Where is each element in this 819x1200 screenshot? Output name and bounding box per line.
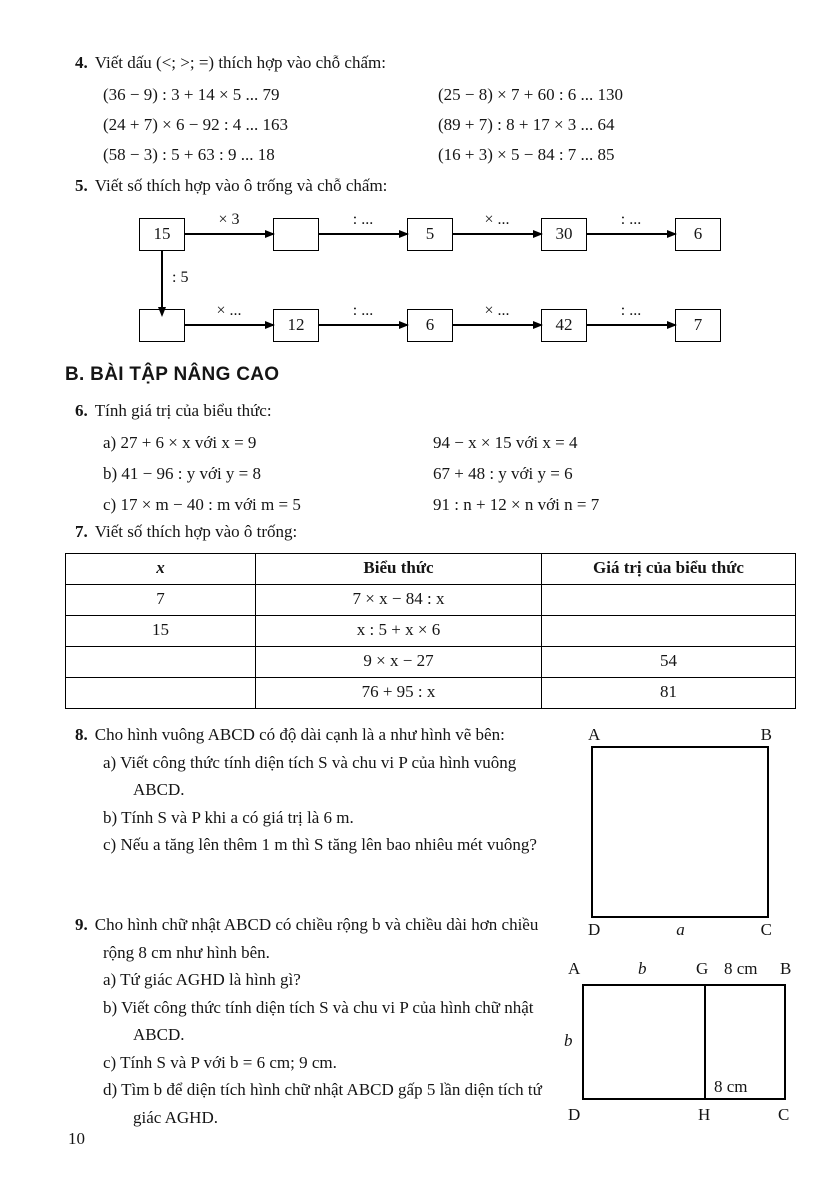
value-box: 30: [541, 218, 587, 251]
cell-value: [542, 584, 796, 615]
expression: (25 − 8) × 7 + 60 : 6 ... 130: [438, 84, 624, 104]
arrow-right-icon: [185, 210, 273, 235]
table-row: [66, 646, 796, 677]
expression: (89 + 7) : 8 + 17 × 3 ... 64: [438, 114, 615, 134]
square-diagram: [588, 724, 772, 941]
problem-8-item: a) Viết công thức tính diện tích S và chu vi P của hình vuông ABCD.: [103, 752, 517, 799]
arrow-right-icon: [453, 210, 541, 235]
operation-label: × ...: [484, 301, 510, 319]
table-row: [66, 677, 796, 708]
operation-label: × ...: [484, 210, 510, 228]
expression: 94 − x × 15 với x = 4: [433, 432, 578, 452]
problem-8-intro: 8. Cho hình vuông ABCD có độ dài cạnh là a như hình vẽ bên:: [75, 725, 505, 744]
table-header-row: [66, 553, 796, 584]
problem-8-item: c) Nếu a tăng lên thêm 1 m thì S tăng lên bao nhiêu mét vuông?: [103, 835, 537, 854]
expression: (16 + 3) × 5 − 84 : 7 ... 85: [438, 144, 615, 164]
problem-number: 5.: [75, 176, 88, 195]
value-box: 7: [675, 309, 721, 342]
side-length-label: a: [676, 920, 685, 939]
operation-label: × ...: [216, 301, 242, 319]
value-box: 12: [273, 309, 319, 342]
cell-expression: 76 + 95 : x: [256, 677, 542, 708]
cell-x: [66, 677, 256, 708]
arrow-right-icon: [185, 301, 273, 326]
expression: c) 17 × m − 40 : m với m = 5: [103, 494, 301, 514]
problem-5-title: 5. Viết số thích hợp vào ô trống và chỗ chấm:: [75, 176, 388, 195]
problem-4-title: 4. Viết dấu (<; >; =) thích hợp vào chỗ chấm:: [75, 53, 386, 72]
cell-x: [66, 646, 256, 677]
problem-9-item: a) Tứ giác AGHD là hình gì?: [103, 970, 301, 989]
arrow-right-icon: [319, 210, 407, 235]
problem-number: 9.: [75, 915, 88, 934]
value-box-empty: [273, 218, 319, 251]
problem-6-expressions: [103, 432, 795, 517]
expression: a) 27 + 6 × x với x = 9: [103, 432, 257, 452]
column-header: Giá trị của biểu thức: [542, 553, 796, 584]
length-label-top: 8 cm: [724, 959, 758, 978]
problem-4: [75, 52, 795, 167]
problem-9-item: c) Tính S và P với b = 6 cm; 9 cm.: [103, 1052, 337, 1072]
problem-7: [75, 521, 805, 709]
problem-number: 7.: [75, 522, 88, 541]
problem-8: [75, 721, 567, 859]
value-box: 15: [139, 218, 185, 251]
length-label-inner: 8 cm: [714, 1077, 748, 1096]
value-box: 6: [675, 218, 721, 251]
table-row: [66, 615, 796, 646]
operation-label: × 3: [218, 210, 240, 228]
operation-label: : 5: [172, 268, 189, 286]
page-number: 10: [68, 1129, 85, 1148]
problem-number: 6.: [75, 401, 88, 420]
vertex-label-a: A: [588, 725, 601, 744]
expression: (36 − 9) : 3 + 14 × 5 ... 79: [103, 84, 280, 104]
section-b-heading: B. BÀI TẬP NÂNG CAO: [65, 364, 280, 385]
operation-label: : ...: [620, 301, 642, 319]
arrow-right-icon: [587, 301, 675, 326]
column-header: Biểu thức: [256, 553, 542, 584]
vertex-label-a: A: [568, 959, 581, 978]
problem-6-title: 6. Tính giá trị của biểu thức:: [75, 401, 272, 420]
width-label-left: b: [564, 1031, 573, 1050]
expression: 91 : n + 12 × n với n = 7: [433, 494, 600, 514]
problem-9: [75, 911, 560, 1131]
segment-gh: [704, 984, 706, 1100]
expression: (58 − 3) : 5 + 63 : 9 ... 18: [103, 144, 275, 164]
problem-number: 4.: [75, 53, 88, 72]
problem-5: [75, 175, 795, 342]
point-label-h: H: [698, 1105, 711, 1124]
cell-value: 54: [542, 646, 796, 677]
width-label-top: b: [638, 959, 647, 978]
problem-9-item: b) Viết công thức tính diện tích S và chu vi P của hình chữ nhật ABCD.: [103, 997, 534, 1044]
value-box: 5: [407, 218, 453, 251]
rectangle-shape: [582, 984, 786, 1100]
flow-diagram: [75, 210, 795, 342]
cell-x: 7: [66, 584, 256, 615]
expression: b) 41 − 96 : y với y = 8: [103, 463, 262, 483]
cell-expression: 9 × x − 27: [256, 646, 542, 677]
expression: (24 + 7) × 6 − 92 : 4 ... 163: [103, 114, 289, 134]
operation-label: : ...: [352, 301, 374, 319]
problem-4-expressions: [103, 84, 795, 167]
cell-value: [542, 615, 796, 646]
problem-9-item: d) Tìm b để diện tích hình chữ nhật ABCD gấp 5 lần diện tích tứ giác AGHD.: [103, 1080, 542, 1127]
square-shape: [591, 746, 769, 918]
value-box: 6: [407, 309, 453, 342]
arrow-right-icon: [453, 301, 541, 326]
arrow-down-icon: [161, 251, 189, 309]
expression-table: [65, 553, 796, 709]
vertex-label-d: D: [588, 920, 601, 939]
value-box: 42: [541, 309, 587, 342]
vertex-label-b: B: [760, 725, 772, 744]
flow-row-2: [139, 301, 795, 342]
problem-8-item: b) Tính S và P khi a có giá trị là 6 m.: [103, 807, 354, 827]
cell-expression: 7 × x − 84 : x: [256, 584, 542, 615]
operation-label: : ...: [620, 210, 642, 228]
problem-9-intro: 9. Cho hình chữ nhật ABCD có chiều rộng b và chiều dài hơn chiều rộng 8 cm như hình bên.: [75, 915, 539, 962]
arrow-right-icon: [587, 210, 675, 235]
expression: 67 + 48 : y với y = 6: [433, 463, 573, 483]
flow-row-1: [139, 210, 795, 251]
problem-number: 8.: [75, 725, 88, 744]
cell-expression: x : 5 + x × 6: [256, 615, 542, 646]
arrow-right-icon: [319, 301, 407, 326]
vertex-label-d: D: [568, 1105, 581, 1124]
column-header: x: [66, 553, 256, 584]
vertex-label-c: C: [760, 920, 772, 939]
table-row: [66, 584, 796, 615]
problem-7-title: 7. Viết số thích hợp vào ô trống:: [75, 522, 298, 541]
cell-value: 81: [542, 677, 796, 708]
rectangle-diagram: [562, 958, 794, 1130]
vertex-label-b: B: [780, 959, 792, 978]
point-label-g: G: [696, 959, 709, 978]
vertex-label-c: C: [778, 1105, 790, 1124]
problem-6: [75, 400, 795, 517]
operation-label: : ...: [352, 210, 374, 228]
cell-x: 15: [66, 615, 256, 646]
